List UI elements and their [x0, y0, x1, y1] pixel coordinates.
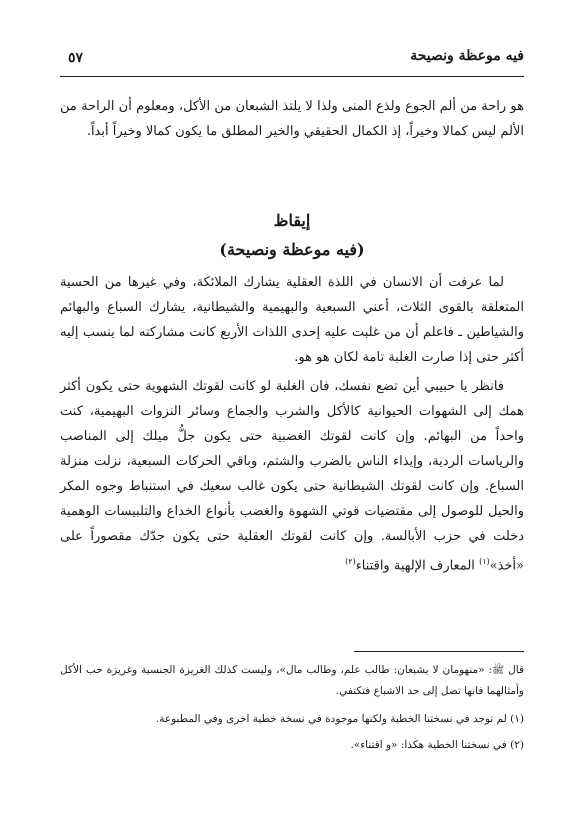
main-text-block	[60, 270, 524, 578]
paragraph-1: لما عرفت أن الانسان في اللذة العقلية يشارك الملائكة، وفي غيرها من الحسية المتعلقة بالقوى الثلاث، أعني السبعية والبهيمية والشيطانية، يشارك السباع والبهائم والشياطين ـ فاعلم أن من غلبت عليه إحدى اللذات الأربع كانت مشاركته لما ينسب إليه أكثر حتى إذا صارت الغلبة تامة لكان هو هو.	[60, 275, 524, 365]
section-heading-block	[60, 210, 524, 262]
footnote-star-lead: قال	[508, 664, 524, 676]
page-header	[60, 44, 524, 72]
page-number: ٥٧	[68, 50, 84, 66]
footnote-marker-2: (٢)	[345, 557, 356, 566]
running-title: فيه موعظة ونصيحة	[410, 48, 524, 64]
header-rule	[60, 76, 524, 77]
footnote-marker-1: (١)	[479, 557, 490, 566]
footnote-2: (٢) في نسختنا الخطية هكذا: «و اقتناء».	[350, 739, 524, 751]
paragraph-2-tail: المعارف الإلهية واقتناء	[355, 558, 480, 574]
opening-text-block	[60, 94, 524, 144]
footnotes-block	[60, 660, 524, 755]
footnote-rule	[354, 651, 524, 652]
footnote-1: (١) لم توجد في نسختنا الخطية ولكنها موجودة في نسخة خطية اخرى وفي المطبوعة.	[155, 713, 524, 725]
section-subheading: (فيه موعظة ونصيحة)	[219, 240, 365, 259]
paragraph-2	[60, 374, 524, 578]
pbuh-glyph: ﷺ	[492, 665, 505, 676]
section-heading: إيقاظ	[273, 211, 311, 230]
paragraph-2-body: فانظر يا حبيبي أين تضع نفسك، فان الغلبة لو كانت لقوتك الشهوية حتى يكون أكثر همك إلى الشهوات الحيوانية كالأكل والشرب والجماع وسائر النزوات البهيمية، كنت واحداً من البهائم. وإن كانت لقوتك الغضبية حتى يكون جلُّ ميلك إلى المناصب والرياسات الردية، وإيذاء الناس بالضرب والشتم، وباقي الحركات السبعية، نزلت منزلة السباع. وإن كانت لقوتك الشيطانية حتى يكون غالب سعيك في استنباط وجوه المكر والحيل للوصول إلى مقتضيات قوتي الشهوة والغضب بأنواع الخداع والتلبيسات الوهمية دخلت في حزب الأبالسة. وإن كانت لقوتك العقلية حتى يكون جدّك مقصوراً على «أخذ»	[60, 379, 524, 574]
footnote-star	[60, 660, 524, 701]
footnote-star-text: : «منهومان لا يشبعان: طالب علم، وطالب مال»، وليست كذلك الغريزة الجنسية وغريزة حب الأكل وأمثالهما فانها تصل إلى حد الاشباع فتكتفي.	[60, 664, 524, 697]
opening-paragraph: هو راحة من ألم الجوع ولذع المنى ولذا لا يلتذ الشبعان من الأكل، ومعلوم أن الراحة من الألم ليس كمالا وخيراً، إذ الكمال الحقيقي والخير المطلق ما يكون كمالا وخيراً أبداً.	[60, 99, 524, 139]
